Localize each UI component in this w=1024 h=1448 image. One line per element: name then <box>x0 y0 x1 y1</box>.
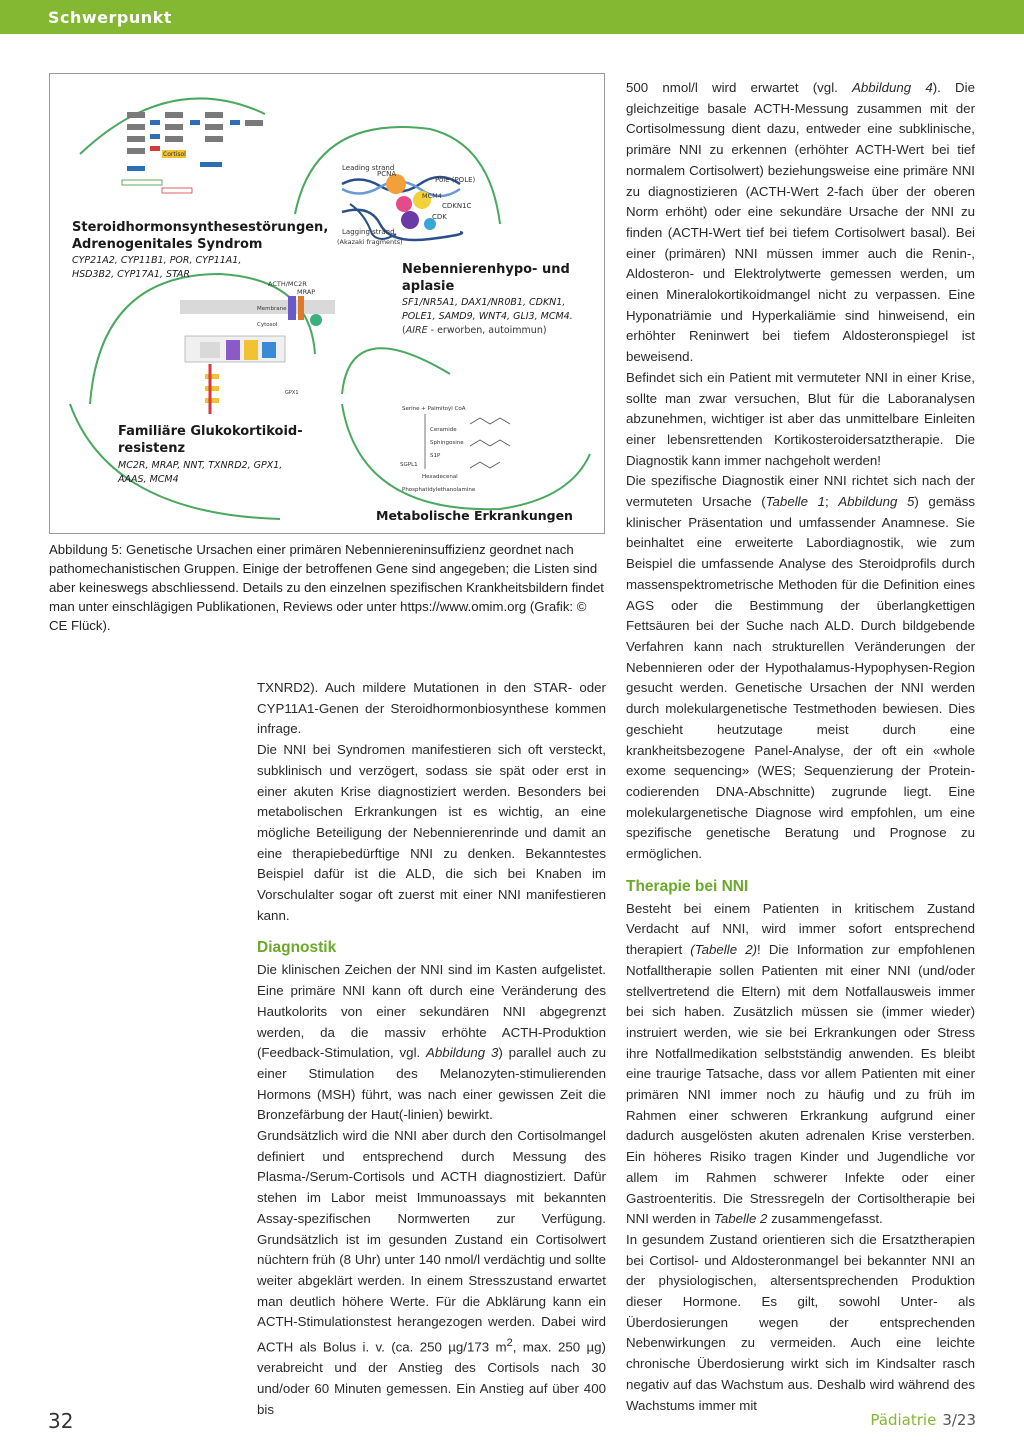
paragraph: Die klinischen Zeichen der NNI sind im Kasten aufgelistet. Eine primäre NNI kann oft durch eine Veränderung des Hautkolorits von einer sekundären NNI abgegrenzt werden, da die massiv erhöhte ACTH-Produktion (Feedback-Stimulation, vgl. Abbildung 3) parallel auch zu einer Stimulation des Melanozyten-stimulierenden Hormons (MSH) führt, was nach einer gewissen Zeit die Bronzefärbung der Haut(-linien) bewirkt. <box>257 962 606 1123</box>
paragraph: 500 nmol/l wird erwartet (vgl. Abbildung 4). Die gleichzeitige basale ACTH-Messung zusammen mit der Cortisolmessung dient dazu, entweder eine subklinische, primäre NNI zu erkennen (erhöhter ACTH-Wert bei tief normalem Cortisolwert) beziehungsweise eine primäre NNI zu diagnostizieren (ACTH-Wert 2-fach über der oberen Norm erhöht) oder eine sekundäre Ursache der NNI zu finden (ACTH-Wert tief bei tiefem Cortisolwert basal). Bei einer (primären) NNI müssen immer auch die Renin-, Aldosteron- und Elektrolytwerte gemessen werden, um einen Mineralokortikoidmangel nicht zu verpassen. Eine Hyponatriämie und Hyperkaliämie sind hinweisend, ein erhöhter Reninwert bei tiefem Aldosteronspiegel ist beweisend. <box>626 80 975 365</box>
cdkn1c-label: CDKN1C <box>442 202 472 210</box>
paragraph: TXNRD2). Auch mildere Mutationen in den STAR- oder CYP11A1-Genen der Steroidhormonbiosynthese kommen infrage. <box>257 680 606 737</box>
cytosol-label: Cytosol <box>257 322 278 328</box>
group1-title-line1: Steroidhormonsynthesestörungen, <box>72 220 329 235</box>
page-number: 32 <box>48 1409 74 1433</box>
group3-genes-line1: MC2R, MRAP, NNT, TXNRD2, GPX1, <box>118 460 283 471</box>
group4-arc-lower <box>342 404 590 509</box>
akazaki-label: (Akazaki fragments) <box>337 238 403 246</box>
group2-genes-line3: (AIRE - erworben, autoimmun) <box>402 325 547 336</box>
journal-name: Pädiatrie <box>870 1411 937 1429</box>
receptor-signaling-graphic <box>180 280 335 414</box>
paragraph: Die NNI bei Syndromen manifestieren sich oft versteckt, subklinisch und verzögert, sodass sie spät oder erst in einer akuten Krise diagnostiziert werden. Besonders bei metabolischen Erkrankungen ist es wichtig, an eine mögliche Beteiligung der Nebennierenrinde und damit an eine therapiebedürftige NNI zu denken. Bekanntestes Beispiel dafür ist die ALD, die sich bei Knaben im Vorschulalter sogar oft zuerst mit einer NNI manifestieren kann. <box>257 742 606 923</box>
paragraph: Befindet sich ein Patient mit vermuteter NNI in einer Krise, sollte man zwar versuchen, Blut für die Laboranalysen abzunehmen, wichtiger ist aber das unmittelbare Einleiten einer lebensrettenden Kortikosteroidersatztherapie. Die Diagnostik kann immer nachgeholt werden! <box>626 369 975 468</box>
group1-title-line2: Adrenogenitales Syndrom <box>72 237 263 252</box>
acth-mc2r-label: ACTH/MC2R <box>268 280 307 288</box>
journal-footer <box>870 1411 976 1429</box>
mcm4-label: MCM4 <box>422 192 442 200</box>
dna-replication-graphic <box>337 164 476 246</box>
group2-genes-line1: SF1/NR5A1, DAX1/NR0B1, CDKN1, <box>402 297 566 308</box>
svg-text:GPX1: GPX1 <box>285 390 299 396</box>
figure-5 <box>49 73 605 534</box>
group3-title-line1: Familiäre Glukokortikoid- <box>118 424 303 439</box>
text-column-middle <box>257 678 606 1420</box>
group2-title-line1: Nebennierenhypo- und <box>402 262 570 277</box>
s1p-label: S1P <box>430 453 441 459</box>
pcna-label: PCNA <box>377 170 397 178</box>
journal-issue: 3/23 <box>942 1411 976 1429</box>
group3-genes-line2: AAAS, MCM4 <box>118 474 179 485</box>
group1-genes-line2: HSD3B2, CYP17A1, STAR <box>72 269 191 280</box>
group4-title: Metabolische Erkrankungen <box>376 508 573 523</box>
section-header-bar <box>0 0 1024 34</box>
serine-label: Serine + Palmitoyl CoA <box>402 406 466 412</box>
group1-genes-line1: CYP21A2, CYP11B1, POR, CYP11A1, <box>72 255 242 266</box>
pole-label: Pole (POLE) <box>435 176 476 184</box>
cortisol-label: Cortisol <box>163 151 186 158</box>
heading-therapie: Therapie bei NNI <box>626 877 749 895</box>
figure-caption: Abbildung 5: Genetische Ursachen einer primären Nebenniereninsuffizienz geordnet nach pathomechanistischen Gruppen. Einige der betroffenen Gene sind angegeben; die Listen sind aber keineswegs abschliessend. Details zu den einzelnen spezifischen Krankheitsbildern findet man unter einschlägigen Publikationen, Reviews oder unter https://www.omim.org (Grafik: © CE Flück). <box>49 542 604 633</box>
ceramide-label: Ceramide <box>430 427 457 433</box>
phosphoethanolamine-label: Phosphatidylethanolamine <box>402 487 476 493</box>
group4-arc <box>342 348 450 394</box>
paragraph: Grundsätzlich wird die NNI aber durch den Cortisolmangel definiert und entsprechend durch Messung des Plasma-/Serum-Cortisols und ACTH diagnostiziert. Dafür stehen im Labor meist Immunoassays mit bekannten Assay-spezifischen Normwerten zur Verfügung. Grundsätzlich ist im gesunden Zustand ein Cortisolwert nüchtern früh (8 Uhr) unter 140 nmol/l verdächtig und sollte weiter abgeklärt werden. In einem Stresszustand erwartet man deutlich höhere Werte. Für die Abklärung kann ein ACTH-Stimulationstest herangezogen werden. Dabei wird ACTH als Bolus i. v. (ca. 250 µg/173 $m^2$, max. 250 µg) verabreicht und der Anstieg des Cortisols nach 30 und/oder 60 Minuten gemessen. Ein Anstieg auf über 400 bis <box>257 1128 606 1417</box>
lagging-strand-label: Lagging strand <box>342 228 395 236</box>
leading-strand-label: Leading strand <box>342 164 395 172</box>
steroid-pathway-graphic <box>122 112 263 193</box>
heading-diagnostik: Diagnostik <box>257 939 337 957</box>
sgpl1-label: SGPL1 <box>400 462 418 468</box>
sphingosine-label: Sphingosine <box>430 440 464 446</box>
hexadecenal-label: Hexadecenal <box>422 474 458 480</box>
group3-title-line2: resistenz <box>118 441 186 456</box>
paragraph: Besteht bei einem Patienten in kritischem Zustand Verdacht auf NNI, wird immer sofort entsprechend therapiert (Tabelle 2)! Die Information zur empfohlenen Notfalltherapie sollen Patienten mit einer NNI (und/oder stellvertretend die Eltern) mit dem Notfallausweis immer bei sich haben. Zusätzlich müssen sie (immer wieder) instruiert werden, wie sie bei Erkrankungen oder Stress ihre Notfallmedikation selbstständig anwenden. Es bleibt eine traurige Tatsache, dass vor allem Patienten mit einer primären NNI immer noch zu häufig und zu früh im Rahmen einer schweren Erkrankung aufgrund einer dadurch ausgelösten akuten adrenalen Krise versterben. Ein höheres Risiko tragen Kinder und Jugendliche vor allem im Rahmen schwerer Infekte oder einer Gastroenteritis. Die Stressregeln der Cortisoltherapie bei NNI werden in Tabelle 2 zusammengefasst. <box>626 900 975 1227</box>
membrane-label: Membrane <box>257 306 287 312</box>
text-column-right <box>626 78 975 1416</box>
figure-diagram <box>50 74 606 535</box>
group2-genes-line2: POLE1, SAMD9, WNT4, GLI3, MCM4. <box>402 311 573 322</box>
cdk-label: CDK <box>432 213 447 221</box>
group2-title-line2: aplasie <box>402 279 455 294</box>
sphingolipid-pathway-graphic <box>400 406 510 493</box>
section-label: Schwerpunkt <box>48 8 172 27</box>
paragraph: Die spezifische Diagnostik einer NNI richtet sich nach der vermuteten Ursache (Tabelle 1; Abbildung 5) gemäss klinischer Präsentation und umfassender Anamnese. Sie beinhaltet eine erweiterte Labordiagnostik, wie zum Beispiel die umfassende Analyse des Steroidprofils durch massenspektrometrische Methoden für die Definition eines AGS oder die Bestimmung der überlangkettigen Fettsäuren bei der Suche nach ALD. Durch bildgebende Verfahren kann nach strukturellen Veränderungen der Nebennieren oder der Hypothalamus-Hypophysen-Region gesucht werden. Genetische Ursachen der NNI werden durch molekulargenetische Testmethoden bewiesen. Dies geschieht heutzutage meist durch eine krankheitsbezogene Panel-Analyse, der oft ein «whole exome sequencing» (WES; Sequenzierung der Protein-codierenden DNA-Abschnitte) zugrunde liegt. Eine molekulargenetische Diagnose wird empfohlen, um eine spezifische genetische Beratung und Prognose zu ermöglichen. <box>626 473 975 862</box>
mrap-label: MRAP <box>297 288 316 296</box>
paragraph: In gesundem Zustand orientieren sich die Ersatztherapien bei Cortisol- und Aldosteronmangel bei bekannter NNI an der physiologischen, altersentsprechenden Produktion dieser Hormone. Es gilt, sowohl Unter- als Überdosierungen wegen der entsprechenden Nebenwirkungen zu vermeiden. Auch eine leichte chronische Überdosierung wirkt sich im Kindsalter rasch negativ auf das Wachstum aus. Deshalb wird während des Wachstums immer mit <box>626 1231 975 1413</box>
